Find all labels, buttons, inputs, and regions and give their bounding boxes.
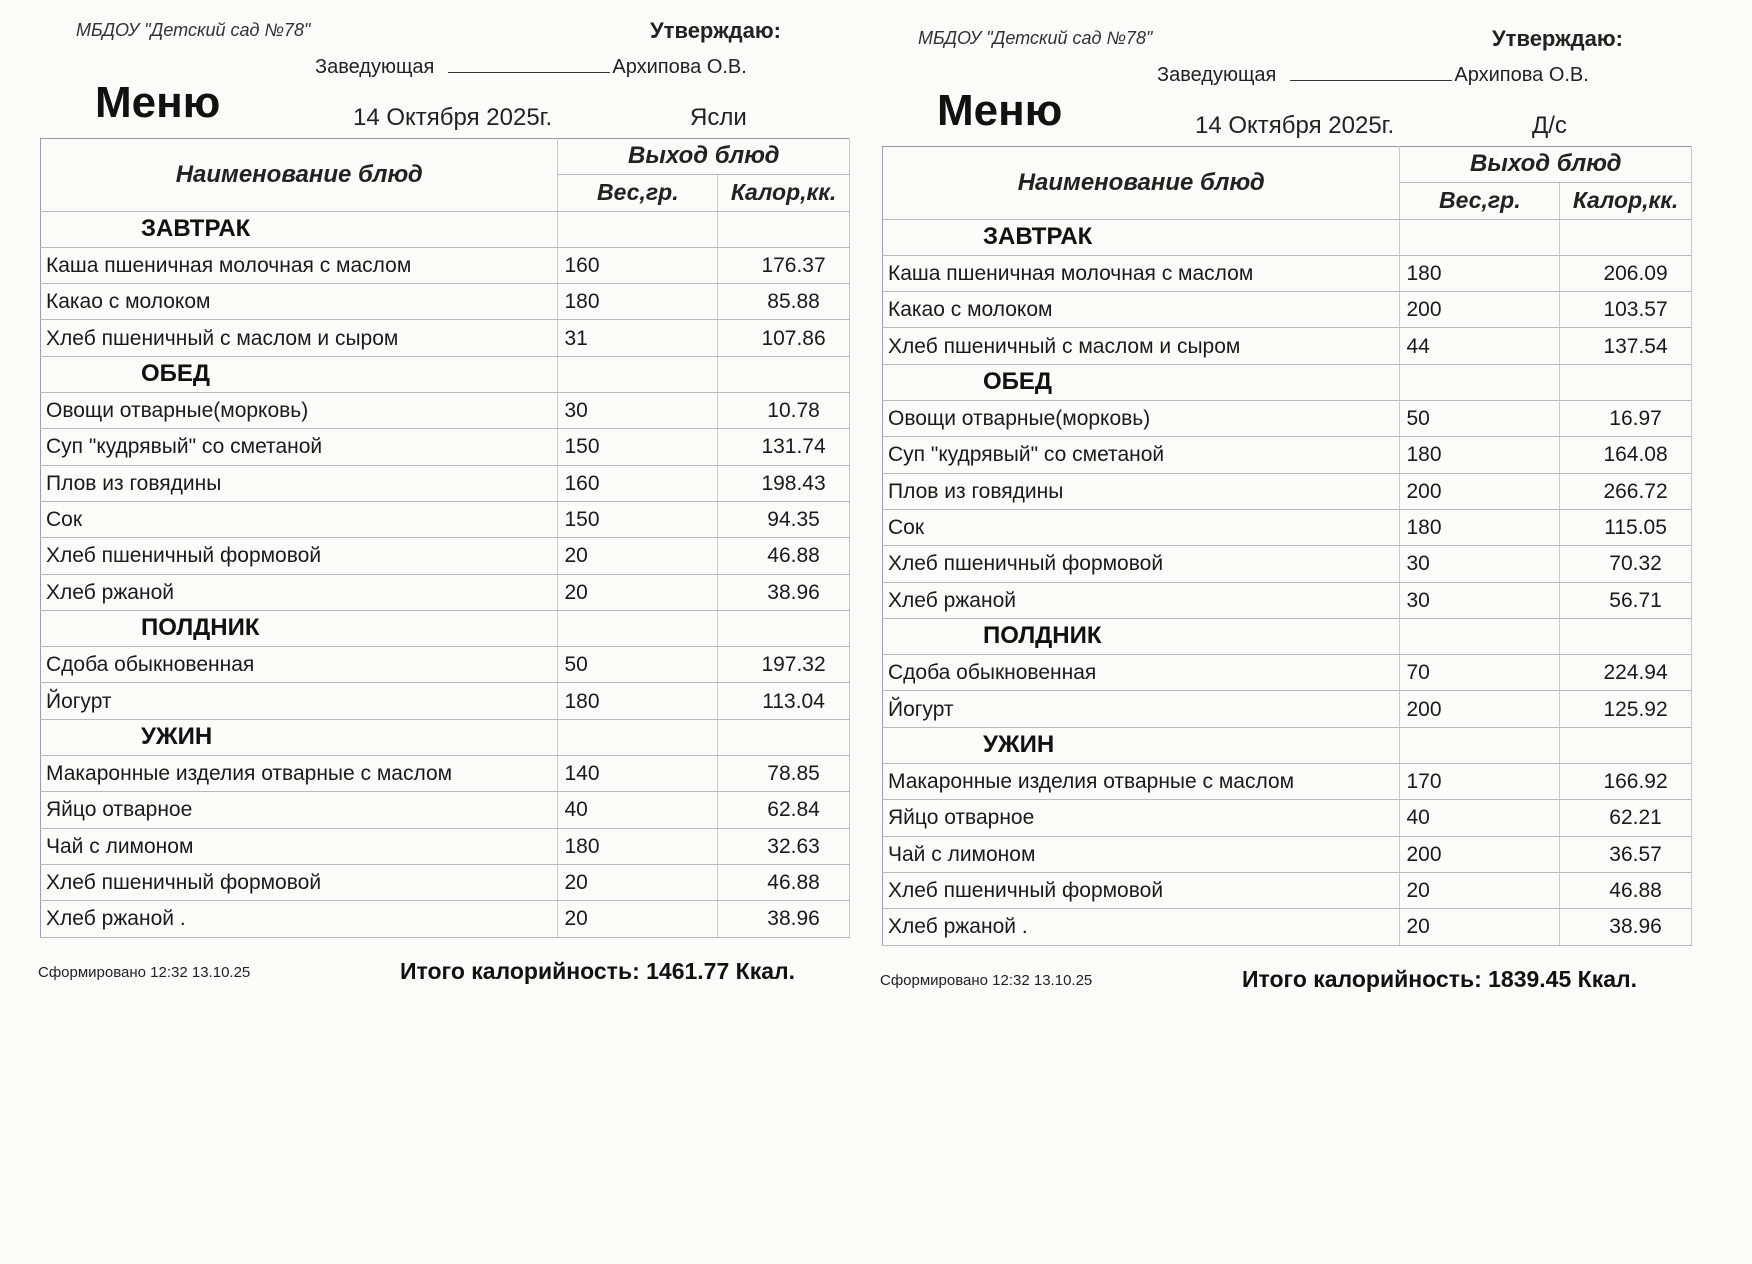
section-title: ПОЛДНИК bbox=[883, 618, 1400, 654]
column-header-output: Выход блюд bbox=[1400, 147, 1692, 183]
dish-kcal: 85.88 bbox=[718, 284, 850, 320]
dish-name: Суп "кудрявый" со сметаной bbox=[41, 429, 558, 465]
dish-kcal: 38.96 bbox=[1560, 909, 1692, 945]
section-title: ОБЕД bbox=[883, 364, 1400, 400]
dish-name: Хлеб пшеничный с маслом и сыром bbox=[41, 320, 558, 356]
section-title: УЖИН bbox=[41, 719, 558, 755]
dish-weight: 50 bbox=[1400, 401, 1560, 437]
dish-weight: 50 bbox=[558, 647, 718, 683]
dish-kcal: 32.63 bbox=[718, 828, 850, 864]
dish-kcal: 197.32 bbox=[718, 647, 850, 683]
section-row bbox=[883, 618, 1692, 654]
dish-name: Плов из говядины bbox=[41, 465, 558, 501]
dish-kcal: 206.09 bbox=[1560, 255, 1692, 291]
empty-cell bbox=[558, 356, 718, 392]
menu-title: Меню bbox=[95, 78, 221, 127]
head-signature-line bbox=[1157, 64, 1589, 87]
section-row bbox=[883, 219, 1692, 255]
dish-kcal: 224.94 bbox=[1560, 655, 1692, 691]
dish-weight: 20 bbox=[558, 538, 718, 574]
table-row bbox=[883, 800, 1692, 836]
dish-kcal: 166.92 bbox=[1560, 764, 1692, 800]
section-row bbox=[41, 610, 850, 646]
dish-name: Хлеб пшеничный с маслом и сыром bbox=[883, 328, 1400, 364]
dish-kcal: 46.88 bbox=[718, 538, 850, 574]
dish-weight: 200 bbox=[1400, 292, 1560, 328]
dish-weight: 180 bbox=[1400, 509, 1560, 545]
dish-name: Сок bbox=[883, 509, 1400, 545]
empty-cell bbox=[1400, 727, 1560, 763]
table-row bbox=[41, 792, 850, 828]
dish-weight: 30 bbox=[1400, 546, 1560, 582]
dish-weight: 20 bbox=[558, 574, 718, 610]
empty-cell bbox=[558, 610, 718, 646]
table-row bbox=[883, 836, 1692, 872]
column-header-kcal: Калор,кк. bbox=[718, 175, 850, 211]
dish-weight: 44 bbox=[1400, 328, 1560, 364]
dish-kcal: 131.74 bbox=[718, 429, 850, 465]
empty-cell bbox=[718, 211, 850, 247]
total-calories: Итого калорийность: 1461.77 Ккал. bbox=[400, 958, 795, 984]
section-title: ЗАВТРАК bbox=[41, 211, 558, 247]
dish-weight: 180 bbox=[558, 284, 718, 320]
dish-name: Макаронные изделия отварные с маслом bbox=[41, 756, 558, 792]
dish-weight: 200 bbox=[1400, 691, 1560, 727]
dish-kcal: 46.88 bbox=[1560, 872, 1692, 908]
dish-weight: 140 bbox=[558, 756, 718, 792]
menu-title: Меню bbox=[937, 86, 1063, 135]
dish-weight: 20 bbox=[558, 901, 718, 937]
table-row bbox=[883, 691, 1692, 727]
dish-name: Чай с лимоном bbox=[883, 836, 1400, 872]
dish-weight: 180 bbox=[558, 828, 718, 864]
table-row bbox=[883, 509, 1692, 545]
table-row bbox=[41, 320, 850, 356]
dish-kcal: 115.05 bbox=[1560, 509, 1692, 545]
dish-name: Яйцо отварное bbox=[41, 792, 558, 828]
organization-name: МБДОУ "Детский сад №78" bbox=[918, 28, 1153, 48]
table-row bbox=[41, 284, 850, 320]
head-label: Заведующая bbox=[315, 56, 435, 78]
table-row bbox=[41, 393, 850, 429]
empty-cell bbox=[1400, 618, 1560, 654]
menu-date: 14 Октября 2025г. bbox=[1195, 112, 1395, 139]
table-row bbox=[41, 538, 850, 574]
column-header-output: Выход блюд bbox=[558, 139, 850, 175]
dish-weight: 30 bbox=[1400, 582, 1560, 618]
dish-kcal: 125.92 bbox=[1560, 691, 1692, 727]
approval-label: Утверждаю: bbox=[650, 18, 781, 43]
section-row bbox=[41, 356, 850, 392]
dish-kcal: 10.78 bbox=[718, 393, 850, 429]
dish-weight: 200 bbox=[1400, 473, 1560, 509]
menu-sheet-nursery bbox=[30, 0, 870, 1020]
dish-kcal: 113.04 bbox=[718, 683, 850, 719]
dish-weight: 200 bbox=[1400, 836, 1560, 872]
table-row bbox=[41, 574, 850, 610]
empty-cell bbox=[1560, 364, 1692, 400]
dish-name: Овощи отварные(морковь) bbox=[41, 393, 558, 429]
dish-name: Хлеб пшеничный формовой bbox=[41, 538, 558, 574]
dish-kcal: 266.72 bbox=[1560, 473, 1692, 509]
dish-name: Хлеб ржаной . bbox=[41, 901, 558, 937]
column-header-kcal: Калор,кк. bbox=[1560, 183, 1692, 219]
section-title: ЗАВТРАК bbox=[883, 219, 1400, 255]
head-name: Архипова О.В. bbox=[612, 56, 747, 78]
section-row bbox=[41, 211, 850, 247]
section-title: ПОЛДНИК bbox=[41, 610, 558, 646]
generated-timestamp: Сформировано 12:32 13.10.25 bbox=[38, 964, 251, 981]
dish-name: Сдоба обыкновенная bbox=[41, 647, 558, 683]
table-row bbox=[883, 255, 1692, 291]
dish-name: Сдоба обыкновенная bbox=[883, 655, 1400, 691]
section-row bbox=[883, 364, 1692, 400]
dish-weight: 20 bbox=[558, 864, 718, 900]
empty-cell bbox=[1400, 364, 1560, 400]
empty-cell bbox=[1560, 727, 1692, 763]
dish-name: Чай с лимоном bbox=[41, 828, 558, 864]
head-signature-line bbox=[315, 56, 747, 79]
dish-kcal: 94.35 bbox=[718, 501, 850, 537]
dish-weight: 40 bbox=[1400, 800, 1560, 836]
dish-name: Хлеб пшеничный формовой bbox=[883, 872, 1400, 908]
dish-weight: 170 bbox=[1400, 764, 1560, 800]
table-row bbox=[41, 864, 850, 900]
table-row bbox=[41, 828, 850, 864]
age-group: Д/с bbox=[1532, 112, 1567, 139]
dish-kcal: 38.96 bbox=[718, 574, 850, 610]
table-row bbox=[883, 328, 1692, 364]
dish-name: Йогурт bbox=[883, 691, 1400, 727]
column-header-dish-name: Наименование блюд bbox=[41, 139, 558, 212]
age-group: Ясли bbox=[690, 104, 747, 131]
dish-weight: 150 bbox=[558, 429, 718, 465]
dish-name: Суп "кудрявый" со сметаной bbox=[883, 437, 1400, 473]
empty-cell bbox=[558, 211, 718, 247]
table-row bbox=[41, 501, 850, 537]
dish-name: Йогурт bbox=[41, 683, 558, 719]
empty-cell bbox=[1560, 219, 1692, 255]
organization-name: МБДОУ "Детский сад №78" bbox=[76, 20, 311, 40]
total-calories: Итого калорийность: 1839.45 Ккал. bbox=[1242, 966, 1637, 992]
table-row bbox=[883, 437, 1692, 473]
dish-kcal: 36.57 bbox=[1560, 836, 1692, 872]
dish-kcal: 70.32 bbox=[1560, 546, 1692, 582]
dish-weight: 20 bbox=[1400, 872, 1560, 908]
dish-name: Хлеб ржаной bbox=[883, 582, 1400, 618]
dish-name: Сок bbox=[41, 501, 558, 537]
table-row bbox=[883, 909, 1692, 945]
dish-name: Какао с молоком bbox=[41, 284, 558, 320]
dish-weight: 160 bbox=[558, 247, 718, 283]
signature-blank bbox=[1290, 65, 1452, 81]
column-header-dish-name: Наименование блюд bbox=[883, 147, 1400, 220]
dish-kcal: 198.43 bbox=[718, 465, 850, 501]
dish-weight: 180 bbox=[558, 683, 718, 719]
table-row bbox=[883, 401, 1692, 437]
table-row bbox=[41, 647, 850, 683]
table-row bbox=[883, 473, 1692, 509]
dish-name: Макаронные изделия отварные с маслом bbox=[883, 764, 1400, 800]
dish-kcal: 176.37 bbox=[718, 247, 850, 283]
table-row bbox=[41, 465, 850, 501]
head-label: Заведующая bbox=[1157, 64, 1277, 86]
signature-blank bbox=[448, 57, 610, 73]
head-name: Архипова О.В. bbox=[1454, 64, 1589, 86]
dish-kcal: 137.54 bbox=[1560, 328, 1692, 364]
table-row bbox=[883, 655, 1692, 691]
dish-name: Яйцо отварное bbox=[883, 800, 1400, 836]
dish-kcal: 46.88 bbox=[718, 864, 850, 900]
table-row bbox=[883, 872, 1692, 908]
dish-kcal: 78.85 bbox=[718, 756, 850, 792]
dish-kcal: 107.86 bbox=[718, 320, 850, 356]
section-title: ОБЕД bbox=[41, 356, 558, 392]
table-row bbox=[41, 247, 850, 283]
menu-table bbox=[40, 138, 850, 938]
empty-cell bbox=[558, 719, 718, 755]
dish-name: Хлеб ржаной . bbox=[883, 909, 1400, 945]
dish-weight: 160 bbox=[558, 465, 718, 501]
dish-name: Каша пшеничная молочная с маслом bbox=[883, 255, 1400, 291]
generated-timestamp: Сформировано 12:32 13.10.25 bbox=[880, 972, 1093, 989]
table-row bbox=[41, 756, 850, 792]
dish-name: Овощи отварные(морковь) bbox=[883, 401, 1400, 437]
dish-name: Хлеб ржаной bbox=[41, 574, 558, 610]
section-title: УЖИН bbox=[883, 727, 1400, 763]
table-row bbox=[41, 429, 850, 465]
dish-kcal: 62.21 bbox=[1560, 800, 1692, 836]
dish-name: Хлеб пшеничный формовой bbox=[41, 864, 558, 900]
empty-cell bbox=[718, 356, 850, 392]
dish-kcal: 38.96 bbox=[718, 901, 850, 937]
dish-name: Каша пшеничная молочная с маслом bbox=[41, 247, 558, 283]
empty-cell bbox=[1400, 219, 1560, 255]
dish-name: Плов из говядины bbox=[883, 473, 1400, 509]
section-row bbox=[41, 719, 850, 755]
empty-cell bbox=[1560, 618, 1692, 654]
dish-kcal: 164.08 bbox=[1560, 437, 1692, 473]
dish-kcal: 16.97 bbox=[1560, 401, 1692, 437]
approval-label: Утверждаю: bbox=[1492, 26, 1623, 51]
dish-kcal: 103.57 bbox=[1560, 292, 1692, 328]
dish-weight: 40 bbox=[558, 792, 718, 828]
column-header-weight: Вес,гр. bbox=[1400, 183, 1560, 219]
dish-weight: 30 bbox=[558, 393, 718, 429]
dish-weight: 180 bbox=[1400, 437, 1560, 473]
table-row bbox=[883, 546, 1692, 582]
dish-weight: 180 bbox=[1400, 255, 1560, 291]
column-header-weight: Вес,гр. bbox=[558, 175, 718, 211]
dish-weight: 31 bbox=[558, 320, 718, 356]
dish-name: Какао с молоком bbox=[883, 292, 1400, 328]
table-row bbox=[883, 582, 1692, 618]
dish-name: Хлеб пшеничный формовой bbox=[883, 546, 1400, 582]
menu-table bbox=[882, 146, 1692, 946]
dish-weight: 70 bbox=[1400, 655, 1560, 691]
section-row bbox=[883, 727, 1692, 763]
dish-weight: 150 bbox=[558, 501, 718, 537]
table-row bbox=[883, 292, 1692, 328]
menu-sheet-kindergarten bbox=[872, 8, 1712, 1028]
empty-cell bbox=[718, 610, 850, 646]
table-row bbox=[41, 901, 850, 937]
dish-weight: 20 bbox=[1400, 909, 1560, 945]
table-row bbox=[41, 683, 850, 719]
empty-cell bbox=[718, 719, 850, 755]
dish-kcal: 62.84 bbox=[718, 792, 850, 828]
table-row bbox=[883, 764, 1692, 800]
menu-date: 14 Октября 2025г. bbox=[353, 104, 553, 131]
dish-kcal: 56.71 bbox=[1560, 582, 1692, 618]
